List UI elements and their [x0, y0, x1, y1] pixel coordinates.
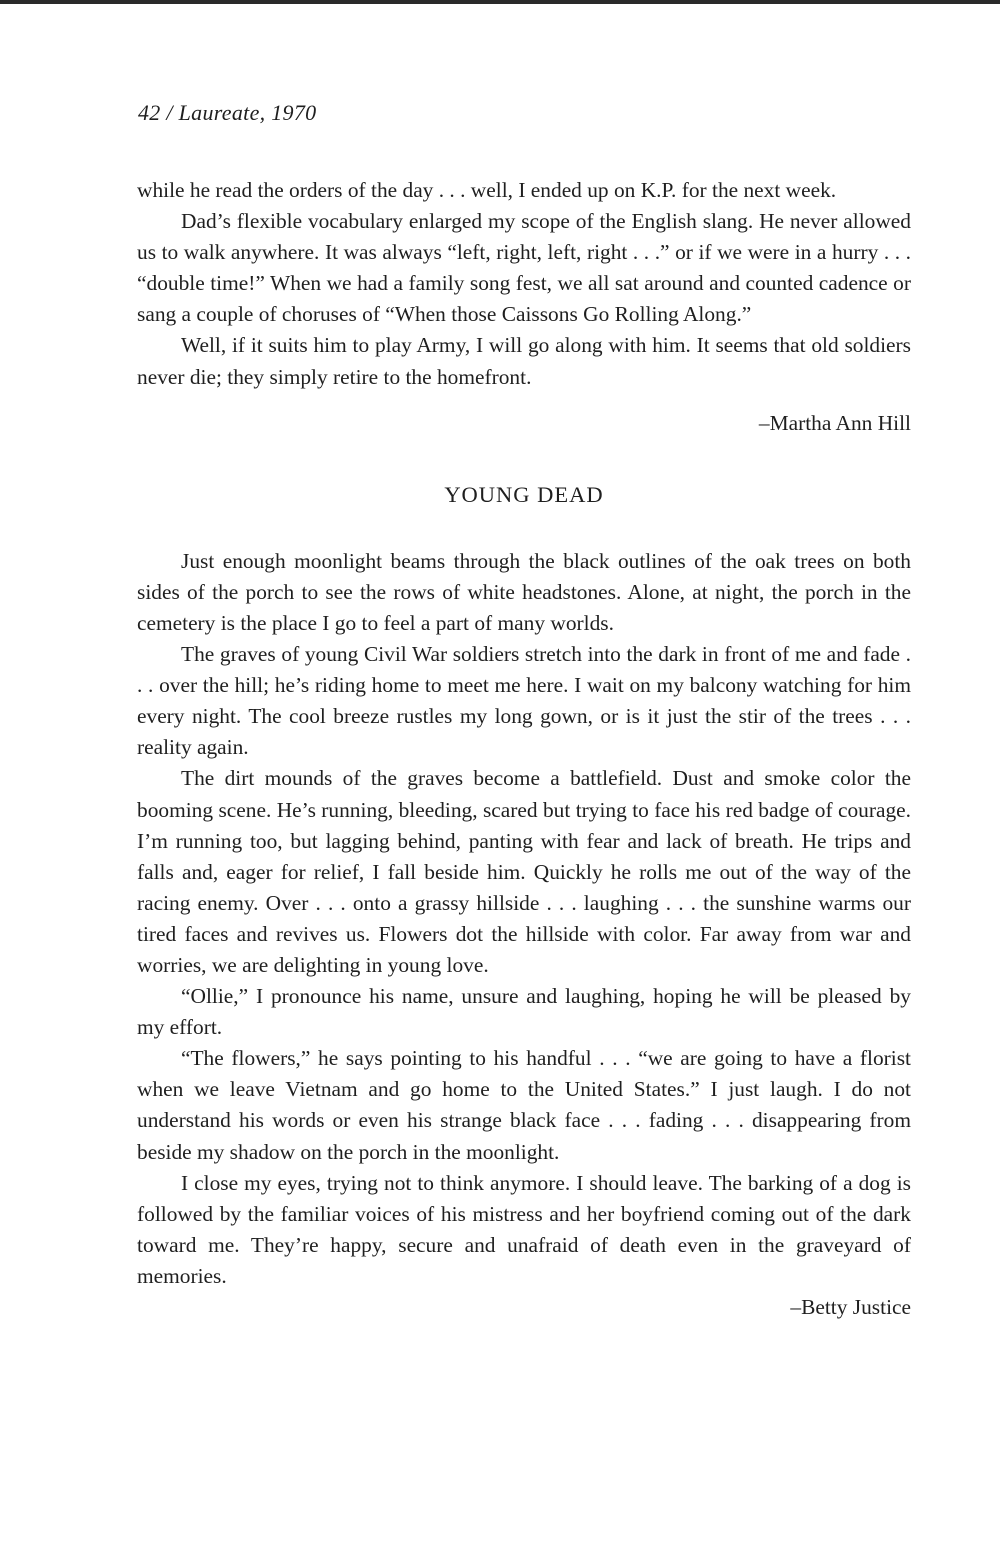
essay1-paragraph-2: Dad’s flexible vocabulary enlarged my scope of the English slang. He never allowed us to walk anywhere. It was always “left, right, left, right . . .” or if we were in a hurry . . . “double time!” When we had a family song fest, we all sat around and counted cadence or sang a couple of choruses of “When those Caissons Go Rolling Along.” — [137, 209, 911, 327]
essay1-paragraph-1: while he read the orders of the day . . . well, I ended up on K.P. for the next week. — [137, 178, 837, 202]
essay1-paragraph-3: Well, if it suits him to play Army, I will go along with him. It seems that old soldiers never die; they simply retire to the homefront. — [137, 333, 911, 389]
essay-title: YOUNG DEAD — [444, 481, 604, 507]
essay-young-dead — [137, 546, 911, 1323]
page-content — [137, 175, 911, 1323]
essay2-paragraph-4: “Ollie,” I pronounce his name, unsure and laughing, hoping he will be pleased by my effort. — [137, 984, 911, 1040]
essay-continuation — [137, 175, 911, 439]
top-border-rule — [0, 0, 1000, 4]
page-header: 42 / Laureate, 1970 — [138, 100, 317, 125]
essay2-paragraph-6: I close my eyes, trying not to think anymore. I should leave. The barking of a dog is followed by the familiar voices of his mistress and her boyfriend coming out of the dark toward me. They’re happy, secure and unafraid of death even in the graveyard of memories. — [137, 1170, 911, 1288]
essay2-paragraph-2: The graves of young Civil War soldiers stretch into the dark in front of me and fade . . . over the hill; he’s riding home to meet me here. I wait on my balcony watching for him every night. The cool breeze rustles my long gown, or is it just the stir of the trees . . . reality again. — [137, 642, 911, 760]
essay2-author-signature: –Betty Justice — [790, 1295, 911, 1319]
essay2-paragraph-3: The dirt mounds of the graves become a battlefield. Dust and smoke color the booming scene. He’s running, bleeding, scared but trying to face his red badge of courage. I’m running too, but lagging behind, panting with fear and lack of breath. He trips and falls and, eager for relief, I fall beside him. Quickly he rolls me out of the way of the racing enemy. Over . . . onto a grassy hillside . . . laughing . . . the sunshine warms our tired faces and revives us. Flowers dot the hillside with color. Far away from war and worries, we are delighting in young love. — [137, 766, 911, 977]
essay2-paragraph-5: “The flowers,” he says pointing to his handful . . . “we are going to have a florist when we leave Vietnam and go home to the United States.” I just laugh. I do not understand his words or even his strange black face . . . fading . . . disappearing from beside my shadow on the porch in the moonlight. — [137, 1046, 911, 1164]
essay2-paragraph-1: Just enough moonlight beams through the black outlines of the oak trees on both sides of the porch to see the rows of white headstones. Alone, at night, the porch in the cemetery is the place I go to feel a part of many worlds. — [137, 548, 911, 635]
essay1-author-signature: –Martha Ann Hill — [758, 410, 911, 435]
